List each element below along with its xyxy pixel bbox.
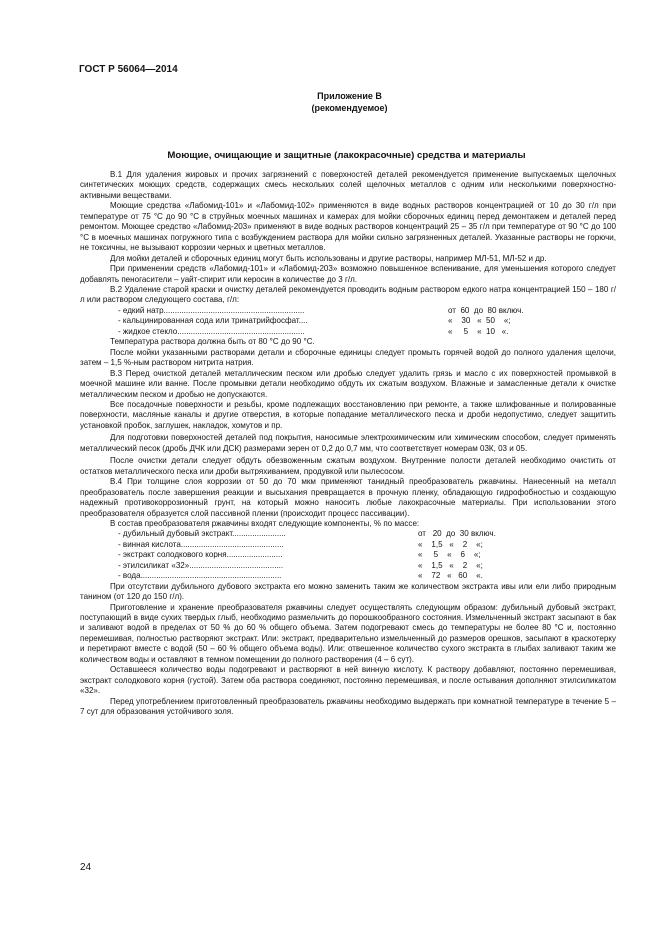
paragraph-b4-composition: В состав преобразователя ржавчины входят следующие компоненты, % по массе: [110,518,420,528]
list-item-label: - этилсиликат «32».......................................... [118,560,284,570]
list-item-value: « 5 « 10 «. [448,326,509,336]
appendix-heading [0,90,661,114]
list-item-label: - жидкое стекло......................................................... [118,326,305,336]
paragraph-b3-after: После очистки детали следует обдуть обезвоженным сжатым воздухом. Внутренние полости деталей необходимо очистить от остатков металлического песка или дроби вытряхиванием, продувкой или пылесосом. [80,456,616,476]
paragraph-b1: В.1 Для удаления жировых и прочих загрязнений с поверхностей деталей рекомендуется применение выпускаемых щелочных синтетических моющих средств, содержащих смесь нескольких солей щелочных металлов с одним или несколькими поверхностно-активными веществами. [80,170,616,200]
list-item [118,316,616,326]
list-item [118,327,616,337]
paragraph-b4-water: Оставшееся количество воды подогревают и растворяют в ней винную кислоту. К раствору добавляют, постоянно перемешивая, экстракт солодкового корня (густой). Затем оба раствора соединяют, постоянно перемешивая, и после остывания дополняют этилсиликатом «32». [80,665,616,696]
list-item-label: - экстракт солодкового корня......................... [118,550,283,560]
paragraph-b3-prep: Для подготовки поверхностей деталей под покрытия, наносимые электрохимическим или химическим способом, следует применять металлический песок (дробь ДЧК или ДСК) размерами зерен от 0,2 до 0,7 мм, что соответствует номерам 03К, 03 и 05. [80,433,616,453]
list-item [118,529,616,539]
list-item-value: « 30 « 50 «; [448,316,511,326]
list-item [118,550,616,560]
list-item-value: от 60 до 80 включ. [448,305,524,315]
paragraph-b2-temperature: Температура раствора должна быть от 80 °С до 90 °С. [110,337,315,347]
paragraph-b4-prep: Приготовление и хранение преобразователя ржавчины следует осуществлять следующим образом: дубильный дубовый экстракт, поступающий в виде сухих твердых глыб, необходимо размельчить до порошкообразного состояния. Измельченный экстракт засыпают в бак и заливают водой в пределах от 50 % до 60 % общего объема. Затем подогревают смесь до температуры не более 80 °С и, постоянно перемешивая, полностью растворяют экстракт. Или: экстракт, предварительно измельченный до размеров орешков, засыпают в краскотерку и перетирают вместе с водой (50 – 60 % общего объема воды). Или: отвешенное количество сухого экстракта в глыбах заливают таким же количеством воды и оставляют в темном помещении до полного растворения (4 – 6 сут). [80,602,616,664]
appendix-title: Приложение В [317,91,382,101]
paragraph-b4: В.4 При толщине слоя коррозии от 50 до 70 мкм применяют танидный преобразователь ржавчины. Нанесенный на металл преобразователь после завершения реакции и высыхания превращается в прочную пленку, обладающую гидрофобностью и создающую надежный противокоррозионный грунт, на который можно наносить любые лакокрасочные материалы. При использовании этого преобразователя образуется слой пассивной пленки (происходит процесс пассивации). [80,477,616,518]
list-item-label: - вода............................................................... [118,571,282,581]
list-item-value: « 72 « 60 «. [418,571,483,581]
document-body [80,170,616,718]
paragraph-b2: В.2 Удаление старой краски и очистку деталей рекомендуется проводить водным раствором едкого натра концентрацией 150 – 180 г/л или раствором следующего состава, г/л: [80,284,616,305]
list-item-label: - кальцинированная сода или тринатрийфосфат.... [118,316,308,326]
paragraph-foaming: При применении средств «Лабомид-101» и «Лабомид-203» возможно повышенное вспенивание, для уменьшения которого следует добавлять пеногасители – уайт-спирит или керосин в количестве до 3 г/л. [80,264,616,284]
list-item [118,306,616,316]
composition-list [80,529,616,581]
paragraph-b2-after: После мойки указанными растворами детали и сборочные единицы следует промыть горячей водой до полного удаления щелочи, затем – 1,5 %-ным раствором нитрита натрия. [80,347,616,368]
list-item [118,571,616,581]
paragraph-b3: В.3 Перед очисткой деталей металлическим песком или дробью следует удалить грязь и масло с их поверхностей промывкой в моечной машине или ванне. После промывки детали необходимо обдуть их сжатым воздухом. Влажные и замасленные детали к очистке металлическим песком и дробью не допускаются. [80,368,616,399]
list-item-value: от 20 до 30 включ. [418,529,496,539]
list-item-label: - едкий натр............................................................... [118,305,305,315]
list-item-value: « 1,5 « 2 «; [418,539,483,549]
list-item-value: « 5 « 6 «; [418,550,481,560]
appendix-status: (рекомендуемое) [311,103,388,113]
section-title: Моющие, очищающие и защитные (лакокрасочные) средства и материалы [167,150,526,161]
paragraph-b4-cure: Перед употреблением приготовленный преобразователь ржавчины необходимо выдержать при комнатной температуре в течение 5 – 7 сут для образования устойчивого золя. [80,696,616,717]
list-item [118,540,616,550]
page-number: 24 [80,862,92,873]
list-item [118,561,616,571]
list-item-label: - винная кислота.............................................. [118,539,284,549]
list-item-label: - дубильный дубовый экстракт........................ [118,529,286,539]
paragraph-b3-protect: Все посадочные поверхности и резьбы, кроме подлежащих восстановлению при ремонте, а также шлифованные и полированные поверхности, масляные каналы и другие отверстия, в которые попадание металлического песка и дроби недопустимо, следует защитить установкой пробок, заглушек, накладок, хомутов и пр. [80,399,616,430]
paragraph-other-solutions: Для мойки деталей и сборочных единиц могут быть использованы и другие растворы, например МЛ-51, МЛ-52 и др. [110,253,547,263]
paragraph-labomid: Моющие средства «Лабомид-101» и «Лабомид-102» применяются в виде водных растворов концентрацией от 10 до 30 г/л при температуре от 75 °С до 90 °С в струйных моечных машинах и камерах для мойки сборочных единиц перед демонтажем и деталей перед ремонтом. Моющее средство «Лабомид-203» применяют в виде водных растворов концентраций 25 – 35 г/л при температуре от 90 °С до 100 °С в моечных машинах погружного типа с возбуждением раствора для мойки сильно загрязненных деталей. Указанные растворы не горючи, не токсичны, не вызывают коррозии черных и цветных металлов. [80,201,616,253]
list-item-value: « 1,5 « 2 «; [418,560,483,570]
solution-list [80,306,616,337]
paragraph-b4-tannin: При отсутствии дубильного дубового экстракта его можно заменить таким же количеством экстракта ивы или ели либо природным танином (от 120 до 150 г/л). [80,581,616,602]
document-header: ГОСТ Р 56064—2014 [79,64,178,75]
